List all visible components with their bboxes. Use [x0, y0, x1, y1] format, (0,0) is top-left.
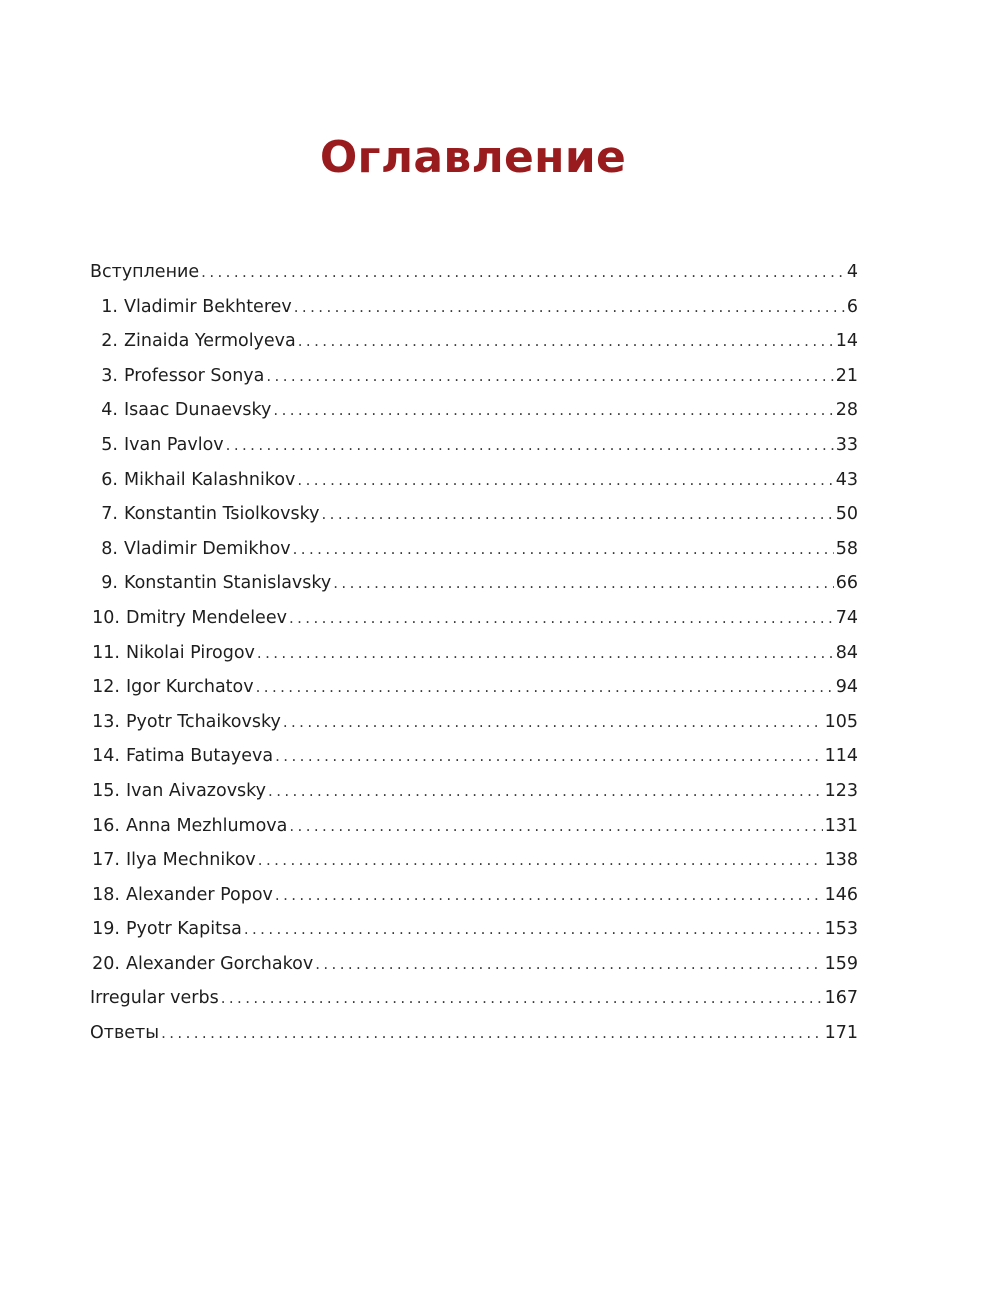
dot-leader	[268, 774, 823, 809]
dot-leader	[283, 705, 823, 740]
toc-entry-title: Dmitry Mendeleev	[126, 607, 287, 628]
dot-leader	[244, 912, 823, 947]
toc-entry-number: 13.	[92, 711, 120, 732]
toc-entry-page-number: 74	[835, 607, 858, 628]
toc-entry[interactable]	[90, 670, 858, 705]
dot-leader	[201, 255, 845, 290]
toc-entry[interactable]	[90, 566, 858, 601]
toc-entry-number: 7.	[101, 504, 118, 525]
toc-entry-title: Ответы	[90, 1023, 160, 1044]
toc-entry-title: Vladimir Demikhov	[124, 538, 291, 559]
toc-entry-number: 1.	[101, 296, 118, 317]
toc-entry[interactable]	[90, 878, 858, 913]
toc-entry-page-number: 159	[824, 953, 858, 974]
dot-leader	[289, 601, 834, 636]
toc-entry-number: 4.	[101, 400, 118, 421]
toc-entry-number: 16.	[92, 815, 120, 836]
dot-leader	[161, 1016, 823, 1051]
dot-leader	[289, 809, 822, 844]
toc-entry-number: 11.	[92, 642, 120, 663]
toc-entry-number: 15.	[92, 780, 120, 801]
dot-leader	[321, 497, 833, 532]
toc-entry-number: 12.	[92, 677, 120, 698]
toc-entry[interactable]	[90, 324, 858, 359]
dot-leader	[275, 878, 823, 913]
toc-entry-number: 3.	[101, 365, 118, 386]
dot-leader	[221, 981, 823, 1016]
dot-leader	[266, 359, 833, 394]
dot-leader	[293, 532, 834, 567]
toc-entry-page-number: 153	[824, 919, 858, 940]
toc-entry[interactable]	[90, 290, 858, 325]
toc-entry-page-number: 4	[846, 262, 858, 282]
dot-leader	[273, 393, 833, 428]
toc-entry-title: Vladimir Bekhterev	[124, 296, 292, 317]
toc-entry-title: Isaac Dunaevsky	[124, 400, 272, 421]
toc-entry[interactable]	[90, 532, 858, 567]
toc-entry[interactable]	[90, 774, 858, 809]
table-of-contents	[90, 255, 858, 1051]
toc-entry-page-number: 6	[846, 296, 858, 317]
toc-entry-number: 17.	[92, 850, 120, 871]
toc-entry[interactable]	[90, 705, 858, 740]
toc-entry-title: Nikolai Pirogov	[126, 642, 255, 663]
toc-entry-page-number: 171	[824, 1023, 858, 1044]
toc-entry-title: Irregular verbs	[90, 988, 219, 1009]
toc-entry-page-number: 33	[835, 434, 858, 455]
dot-leader	[275, 739, 822, 774]
toc-entry-number: 8.	[101, 538, 118, 559]
toc-entry-page-number: 94	[835, 677, 858, 698]
toc-entry[interactable]	[90, 809, 858, 844]
toc-entry-title: Professor Sonya	[124, 365, 265, 386]
toc-entry[interactable]	[90, 636, 858, 671]
toc-entry-number: 9.	[101, 573, 118, 594]
toc-entry-page-number: 84	[835, 642, 858, 663]
toc-entry[interactable]	[90, 601, 858, 636]
toc-entry-page-number: 43	[835, 469, 858, 490]
toc-entry-number: 20.	[92, 953, 120, 974]
toc-entry-title: Ivan Aivazovsky	[126, 780, 267, 801]
toc-entry[interactable]	[90, 463, 858, 498]
toc-entry[interactable]	[90, 1016, 858, 1051]
toc-entry-page-number: 21	[835, 365, 858, 386]
toc-entry-page-number: 131	[824, 815, 858, 836]
toc-entry-title: Zinaida Yermolyeva	[124, 331, 296, 352]
toc-entry-number: 14.	[92, 746, 120, 767]
toc-entry-title: Ilya Mechnikov	[126, 850, 256, 871]
dot-leader	[294, 290, 845, 325]
toc-entry-number: 6.	[101, 469, 118, 490]
toc-entry-number: 18.	[92, 884, 120, 905]
dot-leader	[298, 324, 834, 359]
toc-entry-page-number: 138	[824, 850, 858, 871]
toc-entry[interactable]	[90, 359, 858, 394]
page-title: Оглавление	[319, 132, 627, 183]
toc-entry-number: 10.	[92, 607, 120, 628]
toc-entry-title: Alexander Popov	[126, 884, 273, 905]
toc-entry-page-number: 167	[824, 988, 858, 1009]
toc-entry-page-number: 14	[835, 331, 858, 352]
dot-leader	[333, 566, 833, 601]
toc-entry[interactable]	[90, 497, 858, 532]
toc-entry-title: Igor Kurchatov	[126, 677, 254, 698]
toc-entry-title: Pyotr Kapitsa	[126, 919, 242, 940]
toc-entry-title: Konstantin Tsiolkovsky	[124, 504, 320, 525]
toc-entry-page-number: 28	[835, 400, 858, 421]
toc-entry[interactable]	[90, 947, 858, 982]
toc-entry-title: Konstantin Stanislavsky	[124, 573, 332, 594]
toc-entry-title: Pyotr Tchaikovsky	[126, 711, 281, 732]
toc-entry-title: Anna Mezhlumova	[126, 815, 288, 836]
toc-entry-page-number: 146	[824, 884, 858, 905]
toc-entry[interactable]	[90, 255, 858, 290]
toc-entry[interactable]	[90, 428, 858, 463]
toc-entry-page-number: 66	[835, 573, 858, 594]
toc-entry-title: Fatima Butayeva	[126, 746, 274, 767]
dot-leader	[315, 947, 822, 982]
toc-entry-page-number: 58	[835, 538, 858, 559]
toc-entry-number: 2.	[101, 331, 118, 352]
toc-entry-title: Ivan Pavlov	[124, 434, 224, 455]
toc-entry[interactable]	[90, 739, 858, 774]
toc-entry-page-number: 50	[835, 504, 858, 525]
toc-entry-title: Alexander Gorchakov	[126, 953, 314, 974]
toc-entry-number: 19.	[92, 919, 120, 940]
toc-entry-page-number: 105	[824, 711, 858, 732]
toc-entry-page-number: 123	[824, 780, 858, 801]
dot-leader	[297, 463, 833, 498]
dot-leader	[256, 670, 834, 705]
toc-entry[interactable]	[90, 393, 858, 428]
toc-entry[interactable]	[90, 912, 858, 947]
toc-entry-page-number: 114	[824, 746, 858, 767]
toc-entry-title: Вступление	[90, 262, 200, 282]
dot-leader	[258, 843, 823, 878]
toc-entry[interactable]	[90, 843, 858, 878]
dot-leader	[226, 428, 834, 463]
toc-entry-title: Mikhail Kalashnikov	[124, 469, 296, 490]
dot-leader	[257, 636, 834, 671]
toc-entry[interactable]	[90, 981, 858, 1016]
toc-entry-number: 5.	[101, 434, 118, 455]
